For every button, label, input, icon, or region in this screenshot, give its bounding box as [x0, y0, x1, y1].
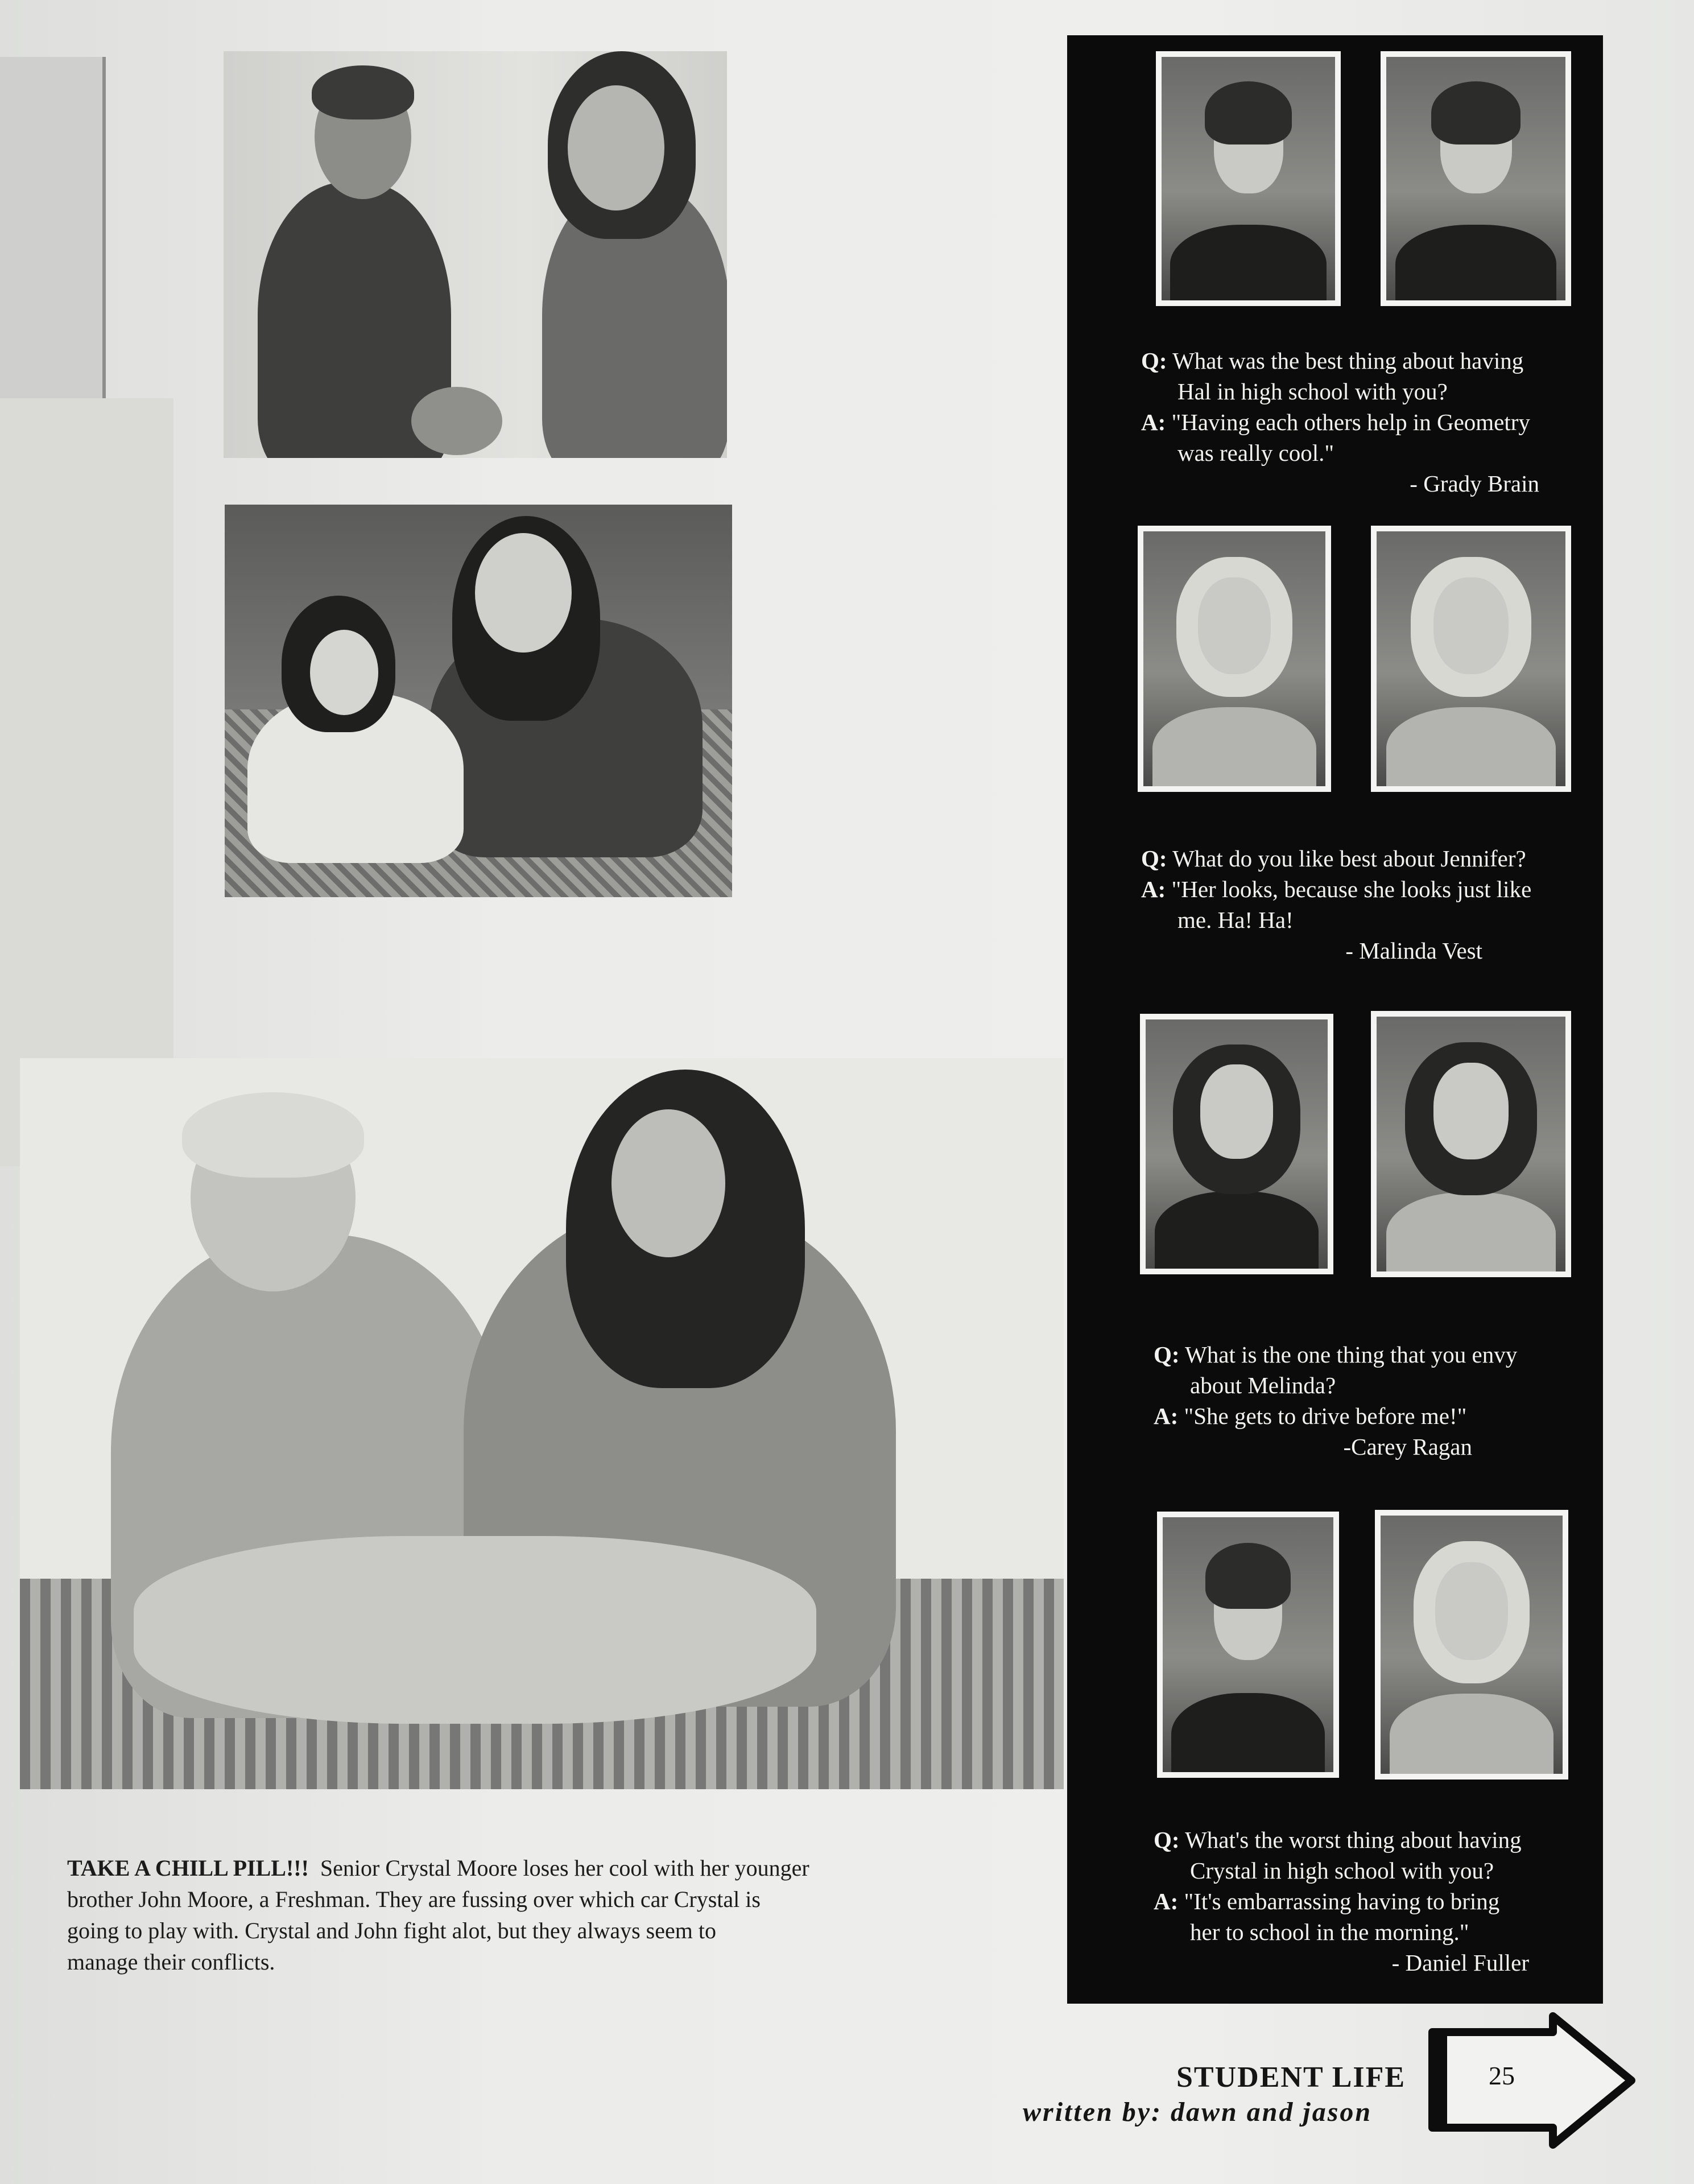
answer-text: was really cool."	[1177, 440, 1334, 466]
portrait-photo	[1157, 1512, 1339, 1778]
page-number: 25	[1489, 2061, 1515, 2090]
caption-line: manage their conflicts.	[67, 1949, 275, 1975]
author-credit: written by: dawn and jason	[1023, 2097, 1373, 2127]
qa-panel	[1067, 35, 1603, 2004]
question-text: about Melinda?	[1190, 1372, 1336, 1398]
qa-block	[1141, 345, 1579, 499]
portrait-photo	[1381, 51, 1571, 306]
portrait-photo	[1371, 526, 1571, 792]
photo-caption	[67, 1852, 955, 1977]
question-label: Q:	[1154, 1827, 1180, 1853]
signature: - Daniel Fuller	[1391, 1950, 1529, 1976]
answer-text: "She gets to drive before me!"	[1184, 1403, 1467, 1429]
left-wall-lower	[0, 398, 173, 1166]
question-text: What do you like best about Jennifer?	[1172, 845, 1526, 872]
question-text: What was the best thing about having	[1172, 348, 1524, 374]
signature: - Grady Brain	[1410, 470, 1539, 497]
portrait-photo	[1140, 1014, 1333, 1274]
question-text: Crystal in high school with you?	[1190, 1857, 1494, 1884]
answer-text: me. Ha! Ha!	[1177, 907, 1294, 933]
question-text: Hal in high school with you?	[1177, 378, 1448, 404]
answer-text: "It's embarrassing having to bring	[1184, 1888, 1500, 1914]
qa-block	[1141, 843, 1579, 966]
caption-line: going to play with. Crystal and John fight alot, but they always seem to	[67, 1918, 716, 1943]
question-text: What is the one thing that you envy	[1185, 1341, 1518, 1368]
caption-line: brother John Moore, a Freshman. They are fussing over which car Crystal is	[67, 1886, 761, 1912]
question-label: Q:	[1141, 845, 1167, 872]
portrait-photo	[1138, 526, 1331, 792]
photo-girls-rug	[225, 505, 732, 897]
answer-label: A:	[1141, 409, 1166, 435]
answer-label: A:	[1141, 876, 1166, 902]
signature: - Malinda Vest	[1345, 938, 1482, 964]
answer-text: "Her looks, because she looks just like	[1171, 876, 1532, 902]
answer-label: A:	[1154, 1888, 1179, 1914]
qa-block	[1154, 1824, 1575, 1978]
answer-label: A:	[1154, 1403, 1179, 1429]
caption-line: Senior Crystal Moore loses her cool with her younger	[320, 1855, 809, 1881]
answer-text: "Having each others help in Geometry	[1171, 409, 1530, 435]
portrait-photo	[1375, 1510, 1568, 1780]
caption-lead: TAKE A CHILL PILL!!!	[67, 1855, 309, 1881]
qa-block	[1154, 1339, 1575, 1462]
portrait-photo	[1156, 51, 1341, 306]
photo-crystal-and-john	[20, 1058, 1064, 1789]
question-label: Q:	[1154, 1341, 1180, 1368]
portrait-photo	[1371, 1011, 1571, 1277]
question-text: What's the worst thing about having	[1185, 1827, 1522, 1853]
left-wall-edge	[0, 57, 102, 455]
left-door-edge	[102, 57, 106, 455]
answer-text: her to school in the morning."	[1190, 1919, 1469, 1945]
question-label: Q:	[1141, 348, 1167, 374]
section-title: STUDENT LIFE	[1176, 2061, 1406, 2094]
photo-teens-floor-top	[224, 51, 727, 458]
signature: -Carey Ragan	[1343, 1434, 1472, 1460]
